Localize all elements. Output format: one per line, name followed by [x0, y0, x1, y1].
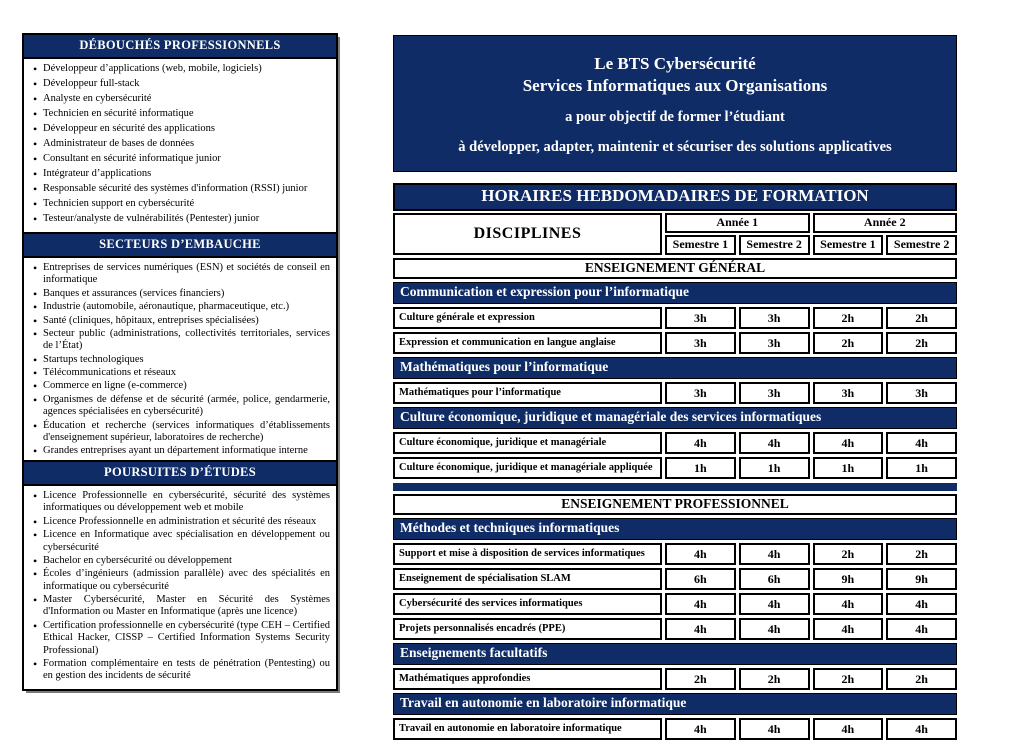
hero-title-line2: Services Informatiques aux Organisations [522, 76, 828, 96]
hours-cell: 4h [665, 618, 736, 640]
timetable-header [393, 213, 957, 255]
timetable-header-right [665, 213, 957, 255]
row-label: Projets personnalisés encadrés (PPE) [393, 618, 662, 640]
table-row [393, 593, 957, 615]
hours-cell: 3h [739, 382, 810, 404]
semester-header: Semestre 1 [665, 235, 736, 255]
semester-header-row [665, 235, 957, 255]
hours-cell: 4h [739, 593, 810, 615]
list-item: • Organismes de défense et de sécurité (armée, police, gendarmerie, agences spécialisées en cybersécurité) [32, 394, 330, 419]
hours-cell: 3h [739, 332, 810, 354]
box-title: DÉBOUCHÉS PROFESSIONNELS [24, 35, 336, 59]
hours-cell: 4h [886, 593, 957, 615]
group-band: Communication et expression pour l’informatique [393, 282, 957, 304]
hours-cell: 4h [813, 618, 884, 640]
semester-header: Semestre 2 [739, 235, 810, 255]
hours-cell: 3h [665, 382, 736, 404]
table-row [393, 307, 957, 329]
hours-cell: 1h [739, 457, 810, 479]
list-item: • Développeur en sécurité des applications [32, 123, 330, 135]
list-item: • Master Cybersécurité, Master en Sécurité des Systèmes d'Information ou Master en Informatique (après une licence) [32, 594, 330, 619]
table-row [393, 457, 957, 479]
box-title: POURSUITES D’ÉTUDES [24, 462, 336, 486]
hours-cell: 2h [665, 668, 736, 690]
list-item: • Licence en Informatique avec spécialisation en développement ou cybersécurité [32, 529, 330, 554]
group-band: Mathématiques pour l’informatique [393, 357, 957, 379]
row-label: Mathématiques approfondies [393, 668, 662, 690]
row-label: Culture économique, juridique et managériale [393, 432, 662, 454]
row-label: Travail en autonomie en laboratoire informatique [393, 718, 662, 740]
list-item: • Éducation et recherche (services informatiques d’établissements d'enseignement supérieur, laboratoires de recherche) [32, 420, 330, 445]
hero-subtitle-line1: a pour objectif de former l’étudiant [565, 108, 785, 125]
table-row [393, 432, 957, 454]
hours-cell: 3h [665, 332, 736, 354]
box-secteurs-embauche [22, 232, 338, 466]
section-header-general: ENSEIGNEMENT GÉNÉRAL [393, 258, 957, 279]
list-item: • Écoles d’ingénieurs (admission parallèle) avec des spécialités en informatique ou cybersécurité [32, 568, 330, 593]
list-item: • Entreprises de services numériques (ESN) et sociétés de conseil en informatique [32, 262, 330, 287]
hours-cell: 4h [886, 618, 957, 640]
year-header-row [665, 213, 957, 233]
hours-cell: 2h [886, 668, 957, 690]
hours-cell: 2h [739, 668, 810, 690]
hours-cell: 4h [665, 432, 736, 454]
hours-cell: 4h [665, 543, 736, 565]
hours-cell: 2h [813, 668, 884, 690]
list-item: • Télécommunications et réseaux [32, 367, 330, 379]
list-item: • Commerce en ligne (e-commerce) [32, 380, 330, 392]
hours-cell: 6h [665, 568, 736, 590]
hours-cell: 4h [739, 718, 810, 740]
timetable [393, 183, 957, 740]
row-label: Enseignement de spécialisation SLAM [393, 568, 662, 590]
semester-header: Semestre 2 [886, 235, 957, 255]
row-label: Expression et communication en langue anglaise [393, 332, 662, 354]
list-item: • Industrie (automobile, aéronautique, pharmaceutique, etc.) [32, 301, 330, 313]
section-header-professionnel: ENSEIGNEMENT PROFESSIONNEL [393, 494, 957, 515]
group-band: Enseignements facultatifs [393, 643, 957, 665]
year-header: Année 2 [813, 213, 958, 233]
hours-cell: 3h [665, 307, 736, 329]
list-item: • Intégrateur d’applications [32, 168, 330, 180]
hours-cell: 2h [813, 332, 884, 354]
hours-cell: 6h [739, 568, 810, 590]
row-label: Culture générale et expression [393, 307, 662, 329]
list-item: • Certification professionnelle en cybersécurité (type CEH – Certified Ethical Hacker, CISSP – Certified Information Systems Security Professional) [32, 620, 330, 657]
list-item: • Testeur/analyste de vulnérabilités (Pentester) junior [32, 213, 330, 225]
table-row [393, 332, 957, 354]
year-header: Année 1 [665, 213, 810, 233]
table-row [393, 382, 957, 404]
list-item: • Bachelor en cybersécurité ou développement [32, 555, 330, 567]
table-row [393, 543, 957, 565]
row-label: Culture économique, juridique et managériale appliquée [393, 457, 662, 479]
group-band: Culture économique, juridique et managériale des services informatiques [393, 407, 957, 429]
hours-cell: 4h [886, 432, 957, 454]
hours-cell: 4h [739, 432, 810, 454]
list-item: • Startups technologiques [32, 354, 330, 366]
bullet-list-secteurs [24, 258, 336, 464]
timetable-title: HORAIRES HEBDOMADAIRES DE FORMATION [393, 183, 957, 211]
hours-cell: 2h [813, 307, 884, 329]
hours-cell: 1h [886, 457, 957, 479]
table-row [393, 568, 957, 590]
hours-cell: 2h [886, 307, 957, 329]
table-row [393, 718, 957, 740]
hours-cell: 2h [886, 332, 957, 354]
list-item: • Banques et assurances (services financiers) [32, 288, 330, 300]
bullet-list-poursuites [24, 486, 336, 689]
list-item: • Grandes entreprises ayant un département informatique interne [32, 445, 330, 457]
hours-cell: 4h [813, 593, 884, 615]
list-item: • Licence Professionnelle en administration et sécurité des réseaux [32, 516, 330, 528]
list-item: • Responsable sécurité des systèmes d'information (RSSI) junior [32, 183, 330, 195]
group-band: Méthodes et techniques informatiques [393, 518, 957, 540]
hours-cell: 3h [813, 382, 884, 404]
hours-cell: 4h [665, 718, 736, 740]
hours-cell: 3h [886, 382, 957, 404]
hours-cell: 9h [886, 568, 957, 590]
hours-cell: 4h [813, 718, 884, 740]
hours-cell: 4h [886, 718, 957, 740]
row-label: Mathématiques pour l’informatique [393, 382, 662, 404]
bullet-list-debouches [24, 59, 336, 233]
row-label: Cybersécurité des services informatiques [393, 593, 662, 615]
list-item: • Santé (cliniques, hôpitaux, entreprises spécialisées) [32, 315, 330, 327]
hours-cell: 4h [665, 593, 736, 615]
hours-cell: 9h [813, 568, 884, 590]
box-poursuites-etudes [22, 460, 338, 691]
table-row [393, 668, 957, 690]
hours-cell: 4h [739, 543, 810, 565]
list-item: • Technicien support en cybersécurité [32, 198, 330, 210]
list-item: • Développeur full-stack [32, 78, 330, 90]
group-band: Travail en autonomie en laboratoire informatique [393, 693, 957, 715]
hours-cell: 2h [886, 543, 957, 565]
hours-cell: 1h [665, 457, 736, 479]
list-item: • Consultant en sécurité informatique junior [32, 153, 330, 165]
hours-cell: 4h [739, 618, 810, 640]
list-item: • Analyste en cybersécurité [32, 93, 330, 105]
list-item: • Technicien en sécurité informatique [32, 108, 330, 120]
hours-cell: 3h [739, 307, 810, 329]
list-item: • Secteur public (administrations, collectivités territoriales, services de l’État) [32, 328, 330, 353]
hours-cell: 1h [813, 457, 884, 479]
list-item: • Licence Professionnelle en cybersécurité, sécurité des systèmes informatiques ou développement web et mobile [32, 490, 330, 515]
table-row [393, 618, 957, 640]
box-debouches-professionnels [22, 33, 338, 235]
semester-header: Semestre 1 [813, 235, 884, 255]
hours-cell: 2h [813, 543, 884, 565]
hero-subtitle-line2: à développer, adapter, maintenir et sécuriser des solutions applicatives [458, 138, 892, 155]
disciplines-header: DISCIPLINES [393, 213, 662, 255]
hero-banner [393, 35, 957, 172]
list-item: • Formation complémentaire en tests de pénétration (Pentesting) ou en gestion des incidents de sécurité [32, 658, 330, 683]
list-item: • Développeur d’applications (web, mobile, logiciels) [32, 63, 330, 75]
hero-title-line1: Le BTS Cybersécurité [594, 54, 756, 73]
row-label: Support et mise à disposition de services informatiques [393, 543, 662, 565]
hours-cell: 4h [813, 432, 884, 454]
box-title: SECTEURS D’EMBAUCHE [24, 234, 336, 258]
list-item: • Administrateur de bases de données [32, 138, 330, 150]
section-separator [393, 483, 957, 491]
